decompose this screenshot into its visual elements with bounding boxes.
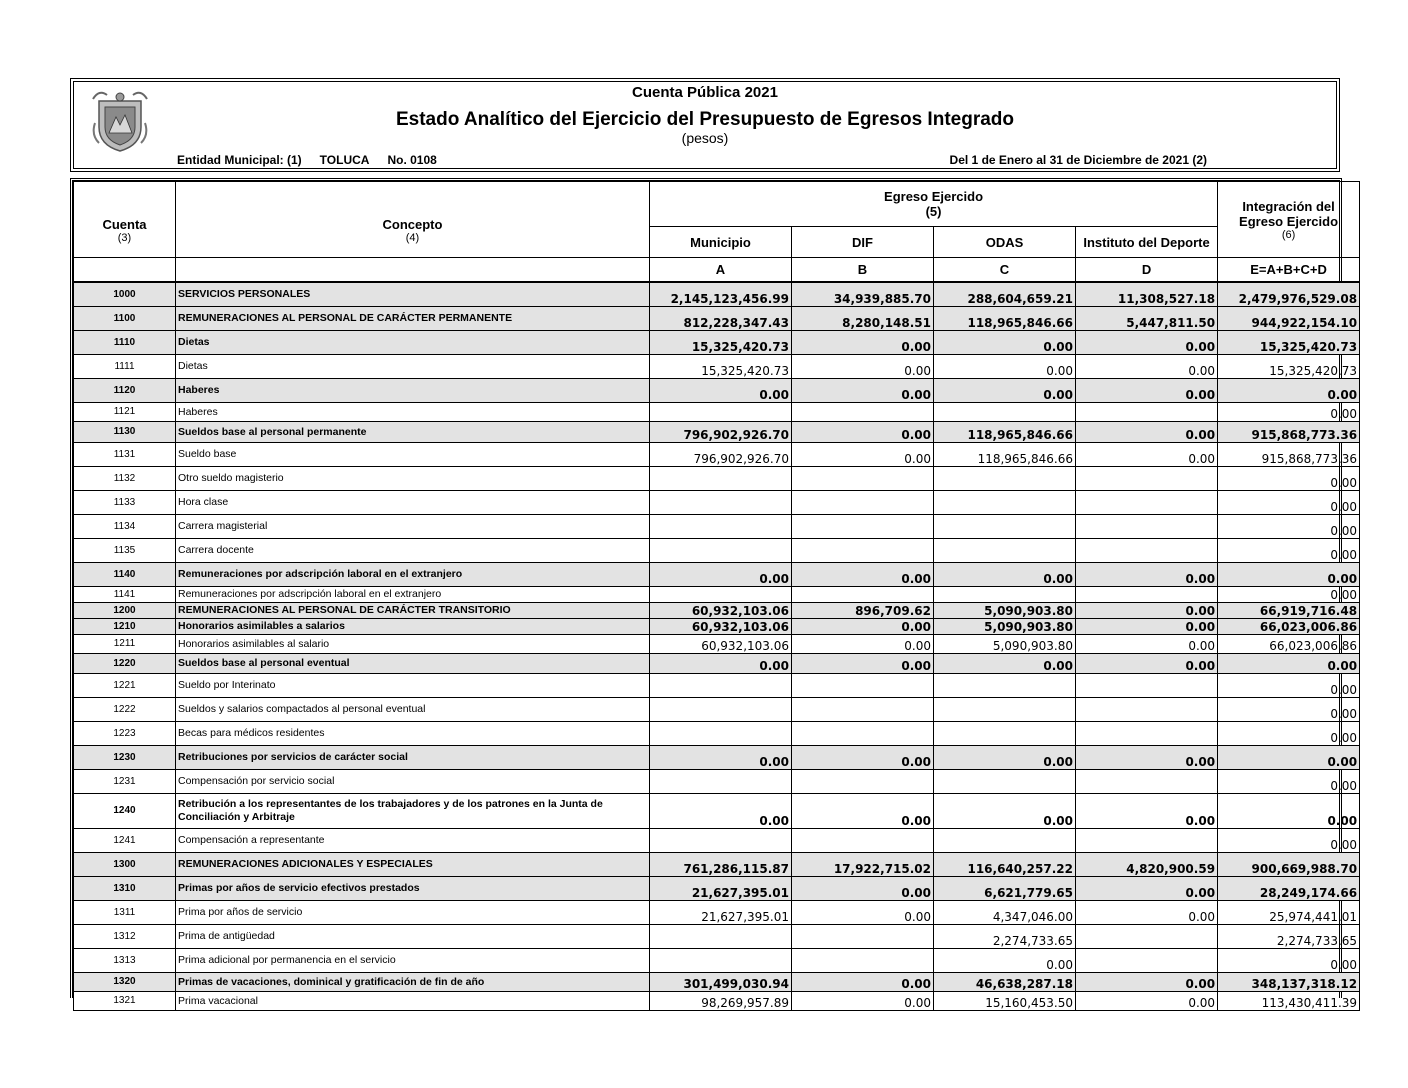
table-row — [74, 378, 1360, 402]
odas-cell: 5,090,903.80 — [934, 634, 1076, 653]
entidad-info — [177, 153, 455, 167]
concepto-cell: Dietas — [176, 330, 650, 354]
municipio-cell: 796,902,926.70 — [650, 421, 792, 442]
concepto-cell: Dietas — [176, 354, 650, 378]
integracion-cell: 25,974,441.01 — [1218, 900, 1360, 924]
cuenta-cell: 1230 — [74, 745, 176, 769]
concepto-cell: Otro sueldo magisterio — [176, 466, 650, 490]
odas-cell — [934, 828, 1076, 852]
table-row — [74, 991, 1360, 1010]
odas-cell: 118,965,846.66 — [934, 421, 1076, 442]
dif-cell — [792, 769, 934, 793]
municipio-cell — [650, 514, 792, 538]
integracion-cell: 0.00 — [1218, 402, 1360, 421]
table-row — [74, 948, 1360, 972]
municipio-cell — [650, 769, 792, 793]
dif-cell: 0.00 — [792, 442, 934, 466]
cuenta-cell: 1132 — [74, 466, 176, 490]
col-letter-d: D — [1076, 258, 1218, 282]
integracion-cell: 0.00 — [1218, 793, 1360, 828]
concepto-cell: Honorarios asimilables a salarios — [176, 618, 650, 634]
table-row — [74, 282, 1360, 307]
dif-cell — [792, 538, 934, 562]
integracion-cell: 0.00 — [1218, 697, 1360, 721]
report-title: Estado Analítico del Ejercicio del Presupuesto de Egresos Integrado — [395, 109, 1014, 130]
integracion-cell: 0.00 — [1218, 490, 1360, 514]
table-row — [74, 354, 1360, 378]
dif-cell: 0.00 — [792, 991, 934, 1010]
col-letter-c: C — [934, 258, 1076, 282]
concepto-cell: REMUNERACIONES AL PERSONAL DE CARÁCTER TRANSITORIO — [176, 602, 650, 618]
table-row — [74, 490, 1360, 514]
municipio-cell — [650, 402, 792, 421]
odas-cell — [934, 538, 1076, 562]
cuenta-cell: 1321 — [74, 991, 176, 1010]
deporte-cell — [1076, 490, 1218, 514]
budget-table-wrapper — [70, 178, 1358, 1010]
odas-cell — [934, 490, 1076, 514]
table-row — [74, 306, 1360, 330]
integracion-cell: 15,325,420.73 — [1218, 330, 1360, 354]
municipio-cell — [650, 828, 792, 852]
dif-cell — [792, 721, 934, 745]
col-header-odas: ODAS — [934, 227, 1076, 258]
odas-cell: 0.00 — [934, 653, 1076, 673]
deporte-cell: 0.00 — [1076, 634, 1218, 653]
table-row — [74, 442, 1360, 466]
concepto-cell: Remuneraciones por adscripción laboral en el extranjero — [176, 562, 650, 586]
integracion-cell: 0.00 — [1218, 514, 1360, 538]
odas-cell: 0.00 — [934, 562, 1076, 586]
odas-cell: 4,347,046.00 — [934, 900, 1076, 924]
dif-cell: 0.00 — [792, 562, 934, 586]
integracion-cell: 915,868,773.36 — [1218, 442, 1360, 466]
table-row — [74, 402, 1360, 421]
concepto-cell: Sueldos base al personal eventual — [176, 653, 650, 673]
dif-cell: 0.00 — [792, 634, 934, 653]
budget-table — [73, 181, 1360, 1011]
integracion-cell: 0.00 — [1218, 562, 1360, 586]
cuenta-cell: 1300 — [74, 852, 176, 876]
cuenta-cell: 1312 — [74, 924, 176, 948]
concepto-label: Concepto — [382, 217, 443, 232]
dif-cell: 0.00 — [792, 354, 934, 378]
table-row — [74, 538, 1360, 562]
concepto-cell: Compensación por servicio social — [176, 769, 650, 793]
cuenta-cell: 1134 — [74, 514, 176, 538]
dif-cell: 0.00 — [792, 330, 934, 354]
table-row — [74, 769, 1360, 793]
table-row — [74, 634, 1360, 653]
deporte-cell: 0.00 — [1076, 354, 1218, 378]
concepto-cell: Prima adicional por permanencia en el servicio — [176, 948, 650, 972]
cuenta-cell: 1231 — [74, 769, 176, 793]
municipio-cell — [650, 721, 792, 745]
entidad-numero: No. 0108 — [387, 153, 437, 167]
integracion-cell: 915,868,773.36 — [1218, 421, 1360, 442]
municipio-cell: 15,325,420.73 — [650, 354, 792, 378]
col-letter-e: E=A+B+C+D — [1218, 258, 1360, 282]
table-row — [74, 900, 1360, 924]
concepto-cell: Sueldos y salarios compactados al personal eventual — [176, 697, 650, 721]
deporte-cell — [1076, 402, 1218, 421]
integracion-label: Integración del Egreso Ejercido — [1239, 198, 1339, 229]
cuenta-cell: 1110 — [74, 330, 176, 354]
egreso-label: Egreso Ejercido — [884, 189, 984, 204]
cuenta-cell: 1221 — [74, 673, 176, 697]
deporte-cell: 4,820,900.59 — [1076, 852, 1218, 876]
cuenta-publica-title: Cuenta Pública 2021 — [632, 84, 778, 101]
table-row — [74, 876, 1360, 900]
dif-cell: 0.00 — [792, 653, 934, 673]
odas-cell: 0.00 — [934, 793, 1076, 828]
odas-cell: 118,965,846.66 — [934, 306, 1076, 330]
cuenta-label: Cuenta — [102, 217, 147, 232]
odas-cell — [934, 769, 1076, 793]
table-row — [74, 972, 1360, 991]
integracion-cell: 66,919,716.48 — [1218, 602, 1360, 618]
dif-cell: 0.00 — [792, 876, 934, 900]
egreso-note: (5) — [925, 204, 942, 219]
dif-cell — [792, 948, 934, 972]
col-header-egreso-ejercido — [650, 182, 1218, 227]
deporte-cell: 0.00 — [1076, 653, 1218, 673]
integracion-cell: 0.00 — [1218, 948, 1360, 972]
cuenta-cell: 1000 — [74, 282, 176, 307]
concepto-cell: Becas para médicos residentes — [176, 721, 650, 745]
integracion-cell: 0.00 — [1218, 828, 1360, 852]
concepto-cell: Prima de antigüedad — [176, 924, 650, 948]
cuenta-cell: 1133 — [74, 490, 176, 514]
cuenta-cell: 1120 — [74, 378, 176, 402]
table-row — [74, 721, 1360, 745]
concepto-cell: Primas por años de servicio efectivos prestados — [176, 876, 650, 900]
deporte-cell — [1076, 769, 1218, 793]
integracion-cell: 944,922,154.10 — [1218, 306, 1360, 330]
dif-cell — [792, 828, 934, 852]
concepto-cell: Prima por años de servicio — [176, 900, 650, 924]
municipio-cell — [650, 490, 792, 514]
municipio-cell: 60,932,103.06 — [650, 602, 792, 618]
cuenta-cell: 1311 — [74, 900, 176, 924]
concepto-cell: Prima vacacional — [176, 991, 650, 1010]
deporte-cell: 0.00 — [1076, 378, 1218, 402]
entidad-nombre: TOLUCA — [319, 153, 370, 167]
col-letter-b: B — [792, 258, 934, 282]
cuenta-cell: 1220 — [74, 653, 176, 673]
cuenta-cell: 1310 — [74, 876, 176, 900]
col-header-dif: DIF — [792, 227, 934, 258]
municipio-cell: 21,627,395.01 — [650, 900, 792, 924]
table-row — [74, 793, 1360, 828]
cuenta-cell: 1210 — [74, 618, 176, 634]
odas-cell — [934, 466, 1076, 490]
deporte-cell: 0.00 — [1076, 876, 1218, 900]
deporte-cell — [1076, 673, 1218, 697]
dif-cell: 0.00 — [792, 745, 934, 769]
municipio-cell — [650, 538, 792, 562]
deporte-cell — [1076, 586, 1218, 602]
cuenta-cell: 1313 — [74, 948, 176, 972]
odas-cell — [934, 673, 1076, 697]
concepto-cell: Carrera magisterial — [176, 514, 650, 538]
integracion-cell: 900,669,988.70 — [1218, 852, 1360, 876]
deporte-cell — [1076, 697, 1218, 721]
report-period: Del 1 de Enero al 31 de Diciembre de 2021 (2) — [949, 153, 1207, 167]
deporte-cell — [1076, 721, 1218, 745]
odas-cell: 116,640,257.22 — [934, 852, 1076, 876]
deporte-cell — [1076, 514, 1218, 538]
table-row — [74, 852, 1360, 876]
integracion-cell: 66,023,006.86 — [1218, 618, 1360, 634]
col-letter-a: A — [650, 258, 792, 282]
odas-cell — [934, 402, 1076, 421]
dif-cell: 17,922,715.02 — [792, 852, 934, 876]
dif-cell: 0.00 — [792, 421, 934, 442]
table-row — [74, 602, 1360, 618]
municipio-cell — [650, 586, 792, 602]
odas-cell: 0.00 — [934, 330, 1076, 354]
municipio-cell: 15,325,420.73 — [650, 330, 792, 354]
municipio-cell: 301,499,030.94 — [650, 972, 792, 991]
odas-cell: 0.00 — [934, 948, 1076, 972]
integracion-cell: 0.00 — [1218, 378, 1360, 402]
budget-table-body — [74, 282, 1360, 1011]
integracion-cell: 348,137,318.12 — [1218, 972, 1360, 991]
cuenta-cell: 1240 — [74, 793, 176, 828]
integracion-cell: 0.00 — [1218, 673, 1360, 697]
integracion-cell: 15,325,420.73 — [1218, 354, 1360, 378]
dif-cell: 34,939,885.70 — [792, 282, 934, 307]
concepto-cell: Haberes — [176, 378, 650, 402]
table-row — [74, 924, 1360, 948]
municipio-cell: 0.00 — [650, 793, 792, 828]
table-row — [74, 330, 1360, 354]
dif-cell — [792, 490, 934, 514]
cuenta-cell: 1111 — [74, 354, 176, 378]
dif-cell — [792, 586, 934, 602]
col-header-integracion — [1218, 182, 1360, 258]
deporte-cell: 11,308,527.18 — [1076, 282, 1218, 307]
concepto-cell: REMUNERACIONES AL PERSONAL DE CARÁCTER PERMANENTE — [176, 306, 650, 330]
deporte-cell — [1076, 466, 1218, 490]
odas-cell: 0.00 — [934, 745, 1076, 769]
table-row — [74, 466, 1360, 490]
municipio-cell: 0.00 — [650, 653, 792, 673]
integracion-cell: 113,430,411.39 — [1218, 991, 1360, 1010]
cuenta-cell: 1130 — [74, 421, 176, 442]
municipio-cell: 98,269,957.89 — [650, 991, 792, 1010]
table-row — [74, 421, 1360, 442]
col-header-concepto — [176, 182, 650, 258]
odas-cell: 0.00 — [934, 354, 1076, 378]
concepto-cell: Sueldo por Interinato — [176, 673, 650, 697]
integracion-cell: 0.00 — [1218, 653, 1360, 673]
cuenta-cell: 1222 — [74, 697, 176, 721]
deporte-cell: 0.00 — [1076, 602, 1218, 618]
odas-cell: 6,621,779.65 — [934, 876, 1076, 900]
table-row — [74, 673, 1360, 697]
concepto-cell: Sueldos base al personal permanente — [176, 421, 650, 442]
cuenta-cell: 1223 — [74, 721, 176, 745]
odas-cell: 288,604,659.21 — [934, 282, 1076, 307]
dif-cell: 0.00 — [792, 378, 934, 402]
table-row — [74, 697, 1360, 721]
concepto-cell: REMUNERACIONES ADICIONALES Y ESPECIALES — [176, 852, 650, 876]
deporte-cell: 5,447,811.50 — [1076, 306, 1218, 330]
integracion-cell: 0.00 — [1218, 466, 1360, 490]
municipio-cell: 2,145,123,456.99 — [650, 282, 792, 307]
cuenta-cell: 1100 — [74, 306, 176, 330]
table-row — [74, 745, 1360, 769]
units-label: (pesos) — [681, 130, 729, 146]
odas-cell: 5,090,903.80 — [934, 618, 1076, 634]
odas-cell: 46,638,287.18 — [934, 972, 1076, 991]
table-row — [74, 828, 1360, 852]
municipio-cell: 60,932,103.06 — [650, 618, 792, 634]
odas-cell: 118,965,846.66 — [934, 442, 1076, 466]
concepto-cell: Hora clase — [176, 490, 650, 514]
deporte-cell: 0.00 — [1076, 900, 1218, 924]
col-header-deporte: Instituto del Deporte — [1076, 227, 1218, 258]
integracion-cell: 0.00 — [1218, 745, 1360, 769]
concepto-cell: Carrera docente — [176, 538, 650, 562]
municipio-cell: 60,932,103.06 — [650, 634, 792, 653]
cuenta-cell: 1141 — [74, 586, 176, 602]
deporte-cell — [1076, 828, 1218, 852]
cuenta-cell: 1320 — [74, 972, 176, 991]
table-row — [74, 586, 1360, 602]
deporte-cell: 0.00 — [1076, 972, 1218, 991]
concepto-cell: Remuneraciones por adscripción laboral en el extranjero — [176, 586, 650, 602]
integracion-cell: 66,023,006.86 — [1218, 634, 1360, 653]
deporte-cell: 0.00 — [1076, 991, 1218, 1010]
integracion-cell: 0.00 — [1218, 586, 1360, 602]
municipio-cell: 21,627,395.01 — [650, 876, 792, 900]
table-row — [74, 514, 1360, 538]
municipio-cell — [650, 924, 792, 948]
odas-cell: 5,090,903.80 — [934, 602, 1076, 618]
concepto-cell: Primas de vacaciones, dominical y gratificación de fin de año — [176, 972, 650, 991]
municipio-cell: 0.00 — [650, 745, 792, 769]
odas-cell: 0.00 — [934, 378, 1076, 402]
deporte-cell: 0.00 — [1076, 442, 1218, 466]
odas-cell — [934, 586, 1076, 602]
concepto-cell: Compensación a representante — [176, 828, 650, 852]
dif-cell: 0.00 — [792, 972, 934, 991]
table-row — [74, 562, 1360, 586]
integracion-cell: 0.00 — [1218, 538, 1360, 562]
dif-cell — [792, 466, 934, 490]
integracion-note: (6) — [1281, 228, 1296, 241]
col-header-blank-cuenta — [74, 258, 176, 282]
deporte-cell: 0.00 — [1076, 793, 1218, 828]
dif-cell — [792, 697, 934, 721]
municipio-cell: 796,902,926.70 — [650, 442, 792, 466]
concepto-cell: Retribuciones por servicios de carácter social — [176, 745, 650, 769]
integracion-cell: 0.00 — [1218, 721, 1360, 745]
dif-cell — [792, 514, 934, 538]
dif-cell: 8,280,148.51 — [792, 306, 934, 330]
municipio-cell: 0.00 — [650, 562, 792, 586]
dif-cell — [792, 673, 934, 697]
cuenta-cell: 1200 — [74, 602, 176, 618]
integracion-cell: 2,274,733.65 — [1218, 924, 1360, 948]
odas-cell: 15,160,453.50 — [934, 991, 1076, 1010]
dif-cell — [792, 924, 934, 948]
municipio-cell — [650, 697, 792, 721]
concepto-cell: Retribución a los representantes de los trabajadores y de los patrones en la Junta de Conciliación y Arbitraje — [176, 793, 650, 828]
cuenta-cell: 1211 — [74, 634, 176, 653]
dif-cell — [792, 402, 934, 421]
cuenta-cell: 1241 — [74, 828, 176, 852]
integracion-cell: 28,249,174.66 — [1218, 876, 1360, 900]
concepto-cell: SERVICIOS PERSONALES — [176, 282, 650, 307]
col-header-municipio: Municipio — [650, 227, 792, 258]
concepto-cell: Honorarios asimilables al salario — [176, 634, 650, 653]
deporte-cell: 0.00 — [1076, 421, 1218, 442]
dif-cell: 896,709.62 — [792, 602, 934, 618]
col-header-cuenta — [74, 182, 176, 258]
report-header — [70, 78, 1340, 172]
col-header-blank-concepto — [176, 258, 650, 282]
deporte-cell: 0.00 — [1076, 745, 1218, 769]
dif-cell: 0.00 — [792, 618, 934, 634]
entidad-label: Entidad Municipal: (1) — [177, 153, 302, 167]
municipio-cell: 761,286,115.87 — [650, 852, 792, 876]
integracion-cell: 2,479,976,529.08 — [1218, 282, 1360, 307]
cuenta-cell: 1121 — [74, 402, 176, 421]
cuenta-cell: 1140 — [74, 562, 176, 586]
deporte-cell — [1076, 538, 1218, 562]
table-row — [74, 618, 1360, 634]
odas-cell — [934, 721, 1076, 745]
cuenta-cell: 1131 — [74, 442, 176, 466]
municipio-cell: 0.00 — [650, 378, 792, 402]
odas-cell — [934, 514, 1076, 538]
concepto-note: (4) — [405, 232, 420, 244]
odas-cell — [934, 697, 1076, 721]
municipio-cell — [650, 948, 792, 972]
concepto-cell: Sueldo base — [176, 442, 650, 466]
dif-cell: 0.00 — [792, 793, 934, 828]
integracion-cell: 0.00 — [1218, 769, 1360, 793]
dif-cell: 0.00 — [792, 900, 934, 924]
deporte-cell: 0.00 — [1076, 618, 1218, 634]
cuenta-note: (3) — [117, 232, 132, 244]
deporte-cell: 0.00 — [1076, 562, 1218, 586]
municipio-cell — [650, 673, 792, 697]
municipio-cell: 812,228,347.43 — [650, 306, 792, 330]
municipio-cell — [650, 466, 792, 490]
concepto-cell: Haberes — [176, 402, 650, 421]
table-row — [74, 653, 1360, 673]
odas-cell: 2,274,733.65 — [934, 924, 1076, 948]
deporte-cell: 0.00 — [1076, 330, 1218, 354]
deporte-cell — [1076, 924, 1218, 948]
deporte-cell — [1076, 948, 1218, 972]
cuenta-cell: 1135 — [74, 538, 176, 562]
